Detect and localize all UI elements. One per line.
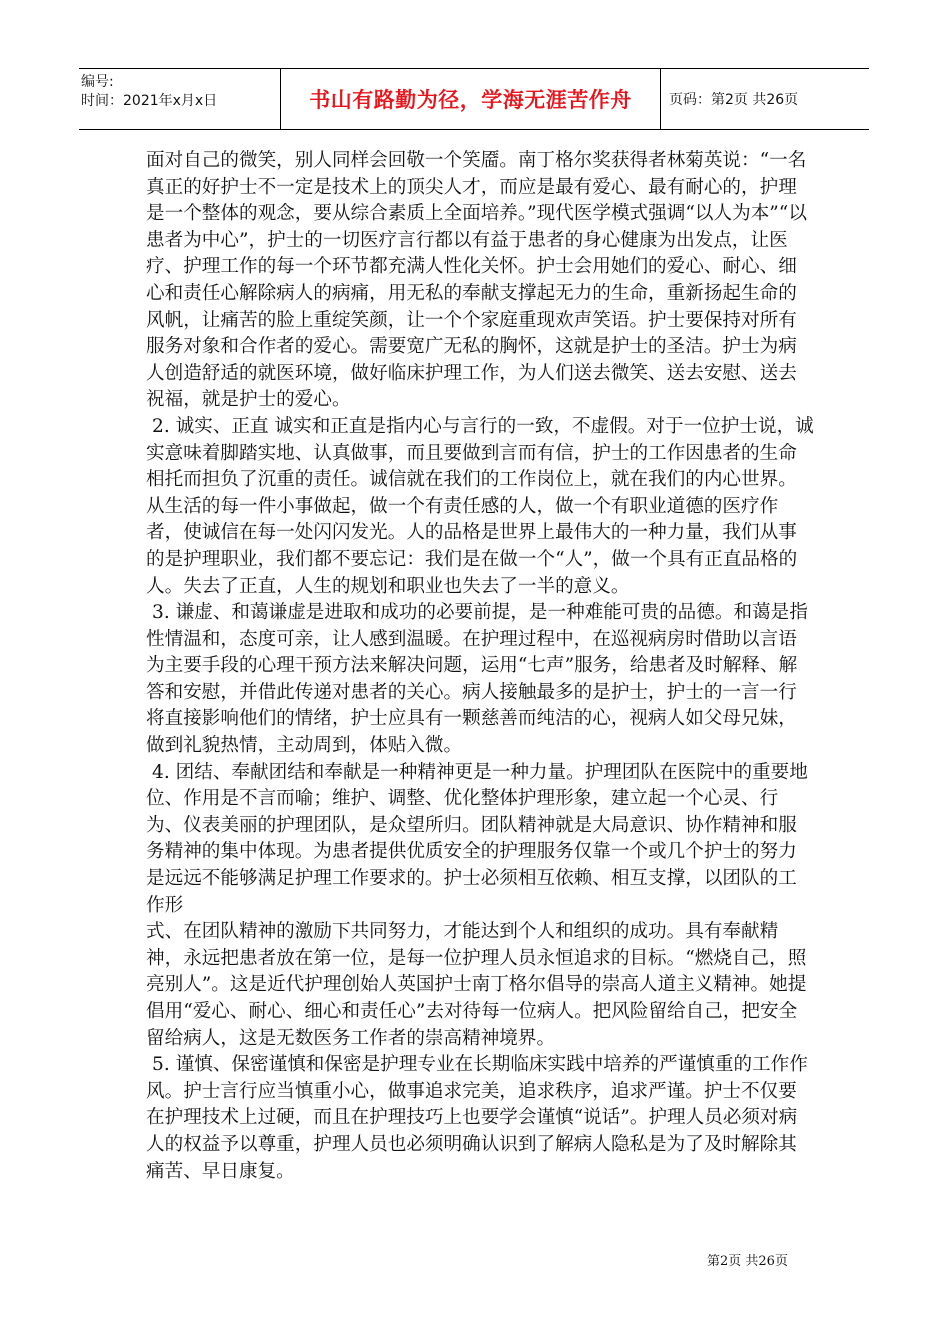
- page-header: [79, 68, 869, 130]
- paragraph-4: 4. 团结、奉献团结和奉献是一种精神更是一种力量。护理团队在医院中的重要地位、作用是不言而喻；维护、调整、优化整体护理形象，建立起一个心灵、行为、仪表美丽的护理团队，是众望所归。团队精神就是大局意识、协作精神和服务精神的集中体现。为患者提供优质安全的护理服务仅靠一个或几个护士的努力是远远不能够满足护理工作要求的。护士必须相互依赖、相互支撑，以团队的工作形: [146, 761, 808, 916]
- paragraph-2: 2. 诚实、正直 诚实和正直是指内心与言行的一致，不虚假。对于一位护士说，诚实意味着脚踏实地、认真做事，而且要做到言而有信，护士的工作因患者的生命相托而担负了沉重的责任。诚信就在我们的工作岗位上，就在我们的内心世界。从生活的每一件小事做起，做一个有责任感的人，做一个有职业道德的医疗作者，使诚信在每一处闪闪发光。人的品格是世界上最伟大的一种力量，我们从事的是护理职业，我们都不要忘记：我们是在做一个“人”，做一个具有正直品格的人。失去了正直，人生的规划和职业也失去了一半的意义。: [146, 415, 814, 597]
- document-date-label: 时间：2021年x月x日: [81, 93, 218, 109]
- paragraph-5: 式、在团队精神的激励下共同努力，才能达到个人和组织的成功。具有奉献精神，永远把患者放在第一位，是每一位护理人员永恒追求的目标。“燃烧自己，照亮别人”。这是近代护理创始人英国护士南丁格尔倡导的崇高人道主义精神。她提倡用“爱心、耐心、细心和责任心”去对待每一位病人。把风险留给自己，把安全留给病人，这是无数医务工作者的崇高精神境界。: [146, 921, 807, 1049]
- header-page-number: 页码：第2页 共26页: [669, 92, 799, 108]
- paragraph-1: 面对自己的微笑，别人同样会回敬一个笑靥。南丁格尔奖获得者林菊英说：“一名真正的好护士不一定是技术上的顶尖人才，而应是最有爱心、最有耐心的，护理是一个整体的观念，要从综合素质上全面培养。”现代医学模式强调“以人为本”“以患者为中心”，护士的一切医疗言行都以有益于患者的身心健康为出发点，让医疗、护理工作的每一个环节都充满人性化关怀。护士会用她们的爱心、耐心、细心和责任心解除病人的病痛，用无私的奉献支撑起无力的生命，重新扬起生命的风帆，让痛苦的脸上重绽笑颜，让一个个家庭重现欢声笑语。护士要保持对所有服务对象和合作者的爱心。需要宽广无私的胸怀，这就是护士的圣洁。护士为病人创造舒适的就医环境，做好临床护理工作，为人们送去微笑、送去安慰、送去祝福，就是护士的爱心。: [146, 150, 807, 411]
- document-body: [146, 148, 814, 1185]
- header-meta: [79, 69, 281, 129]
- paragraph-3: 3. 谦虚、和蔼谦虚是进取和成功的必要前提，是一种难能可贵的品德。和蔼是指性情温和，态度可亲，让人感到温暖。在护理过程中，在巡视病房时借助以言语为主要手段的心理干预方法来解决问题，运用“七声”服务，给患者及时解释、解答和安慰，并借此传递对患者的关心。病人接触最多的是护士，护士的一言一行将直接影响他们的情绪，护士应具有一颗慈善而纯洁的心，视病人如父母兄妹，做到礼貌热情，主动周到，体贴入微。: [146, 602, 808, 757]
- page-footer: 第2页 共26页: [707, 1254, 788, 1269]
- paragraph-6: 5. 谨慎、保密谨慎和保密是护理专业在长期临床实践中培养的严谨慎重的工作作风。护士言行应当慎重小心，做事追求完美，追求秩序，追求严谨。护士不仅要在护理技术上过硬，而且在护理技巧上也要学会谨慎“说话”。护理人员必须对病人的权益予以尊重，护理人员也必须明确认识到了解病人隐私是为了及时解除其痛苦、早日康复。: [146, 1054, 808, 1182]
- document-number-label: 编号:: [81, 74, 114, 90]
- header-motto: 书山有路勤为径，学海无涯苦作舟: [281, 69, 661, 129]
